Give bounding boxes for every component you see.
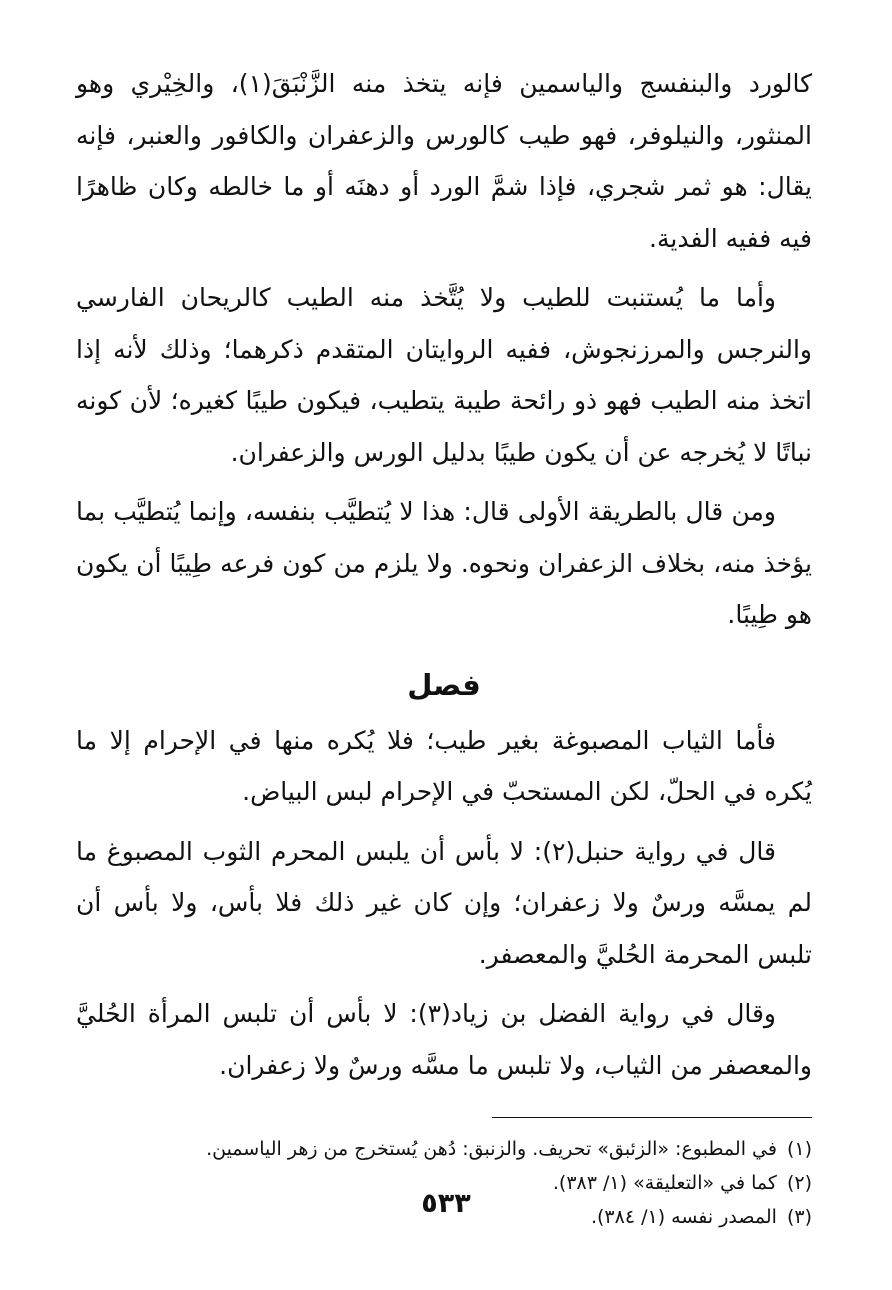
paragraph-5: قال في رواية حنبل(٢): لا بأس أن يلبس المحرم الثوب المصبوغ ما لم يمسَّه ورسٌ ولا زعفران؛ وإن كان غير ذلك فلا بأس، ولا بأس أن تلبس المحرمة الحُليَّ والمعصفر. xyxy=(76,836,812,969)
paragraph-2: وأما ما يُستنبت للطيب ولا يُتَّخذ منه الطيب كالريحان الفارسي والنرجس والمرزنجوش، ففيه الروايتان المتقدم ذكرهما؛ وذلك لأنه إذا اتخذ منه الطيب فهو ذو رائحة طيبة يتطيب، فيكون طيبًا كغيره؛ لأن كونه نباتًا لا يُخرجه عن أن يكون طيبًا بدليل الورس والزعفران. xyxy=(76,283,812,467)
footnote-number: (١) xyxy=(786,1138,812,1160)
paragraph-6: وقال في رواية الفضل بن زياد(٣): لا بأس أن تلبس المرأة الحُليَّ والمعصفر من الثياب، ولا تلبس ما مسَّه ورسٌ ولا زعفران. xyxy=(76,999,812,1080)
footnote-number: (٣) xyxy=(786,1206,812,1228)
paragraph-1: كالورد والبنفسج والياسمين فإنه يتخذ منه الزَّنْبَقَ(١)، والخِيْري وهو المنثور، والنيلوفر، فهو طيب كالورس والزعفران والكافور والعنبر، فإنه يقال: هو ثمر شجري، فإذا شمَّ الورد أو دهنَه أو ما خالطه وكان ظاهرًا فيه ففيه الفدية. xyxy=(76,69,812,253)
footnote-number: (٢) xyxy=(786,1172,812,1194)
page-number: ٥٣٣ xyxy=(421,1188,471,1219)
section-heading: فصل xyxy=(407,667,481,702)
paragraph-3: ومن قال بالطريقة الأولى قال: هذا لا يُتطيَّب بنفسه، وإنما يُتطيَّب بما يؤخذ منه، بخلاف الزعفران ونحوه. ولا يلزم من كون فرعه طِيبًا أن يكون هو طِيبًا. xyxy=(76,497,812,629)
footnote-text: المصدر نفسه (١/ ٣٨٤). xyxy=(590,1206,777,1228)
footnote-separator xyxy=(492,1117,812,1118)
footnote-item xyxy=(76,1132,812,1166)
footnote-text: في المطبوع: «الزئبق» تحريف. والزنبق: دُهن يُستخرج من زهر الياسمين. xyxy=(206,1138,777,1160)
paragraph-4: فأما الثياب المصبوغة بغير طيب؛ فلا يُكره منها في الإحرام إلا ما يُكره في الحلّ، لكن المستحبّ في الإحرام لبس البياض. xyxy=(76,725,812,806)
footnote-text: كما في «التعليقة» (١/ ٣٨٣). xyxy=(552,1172,777,1194)
